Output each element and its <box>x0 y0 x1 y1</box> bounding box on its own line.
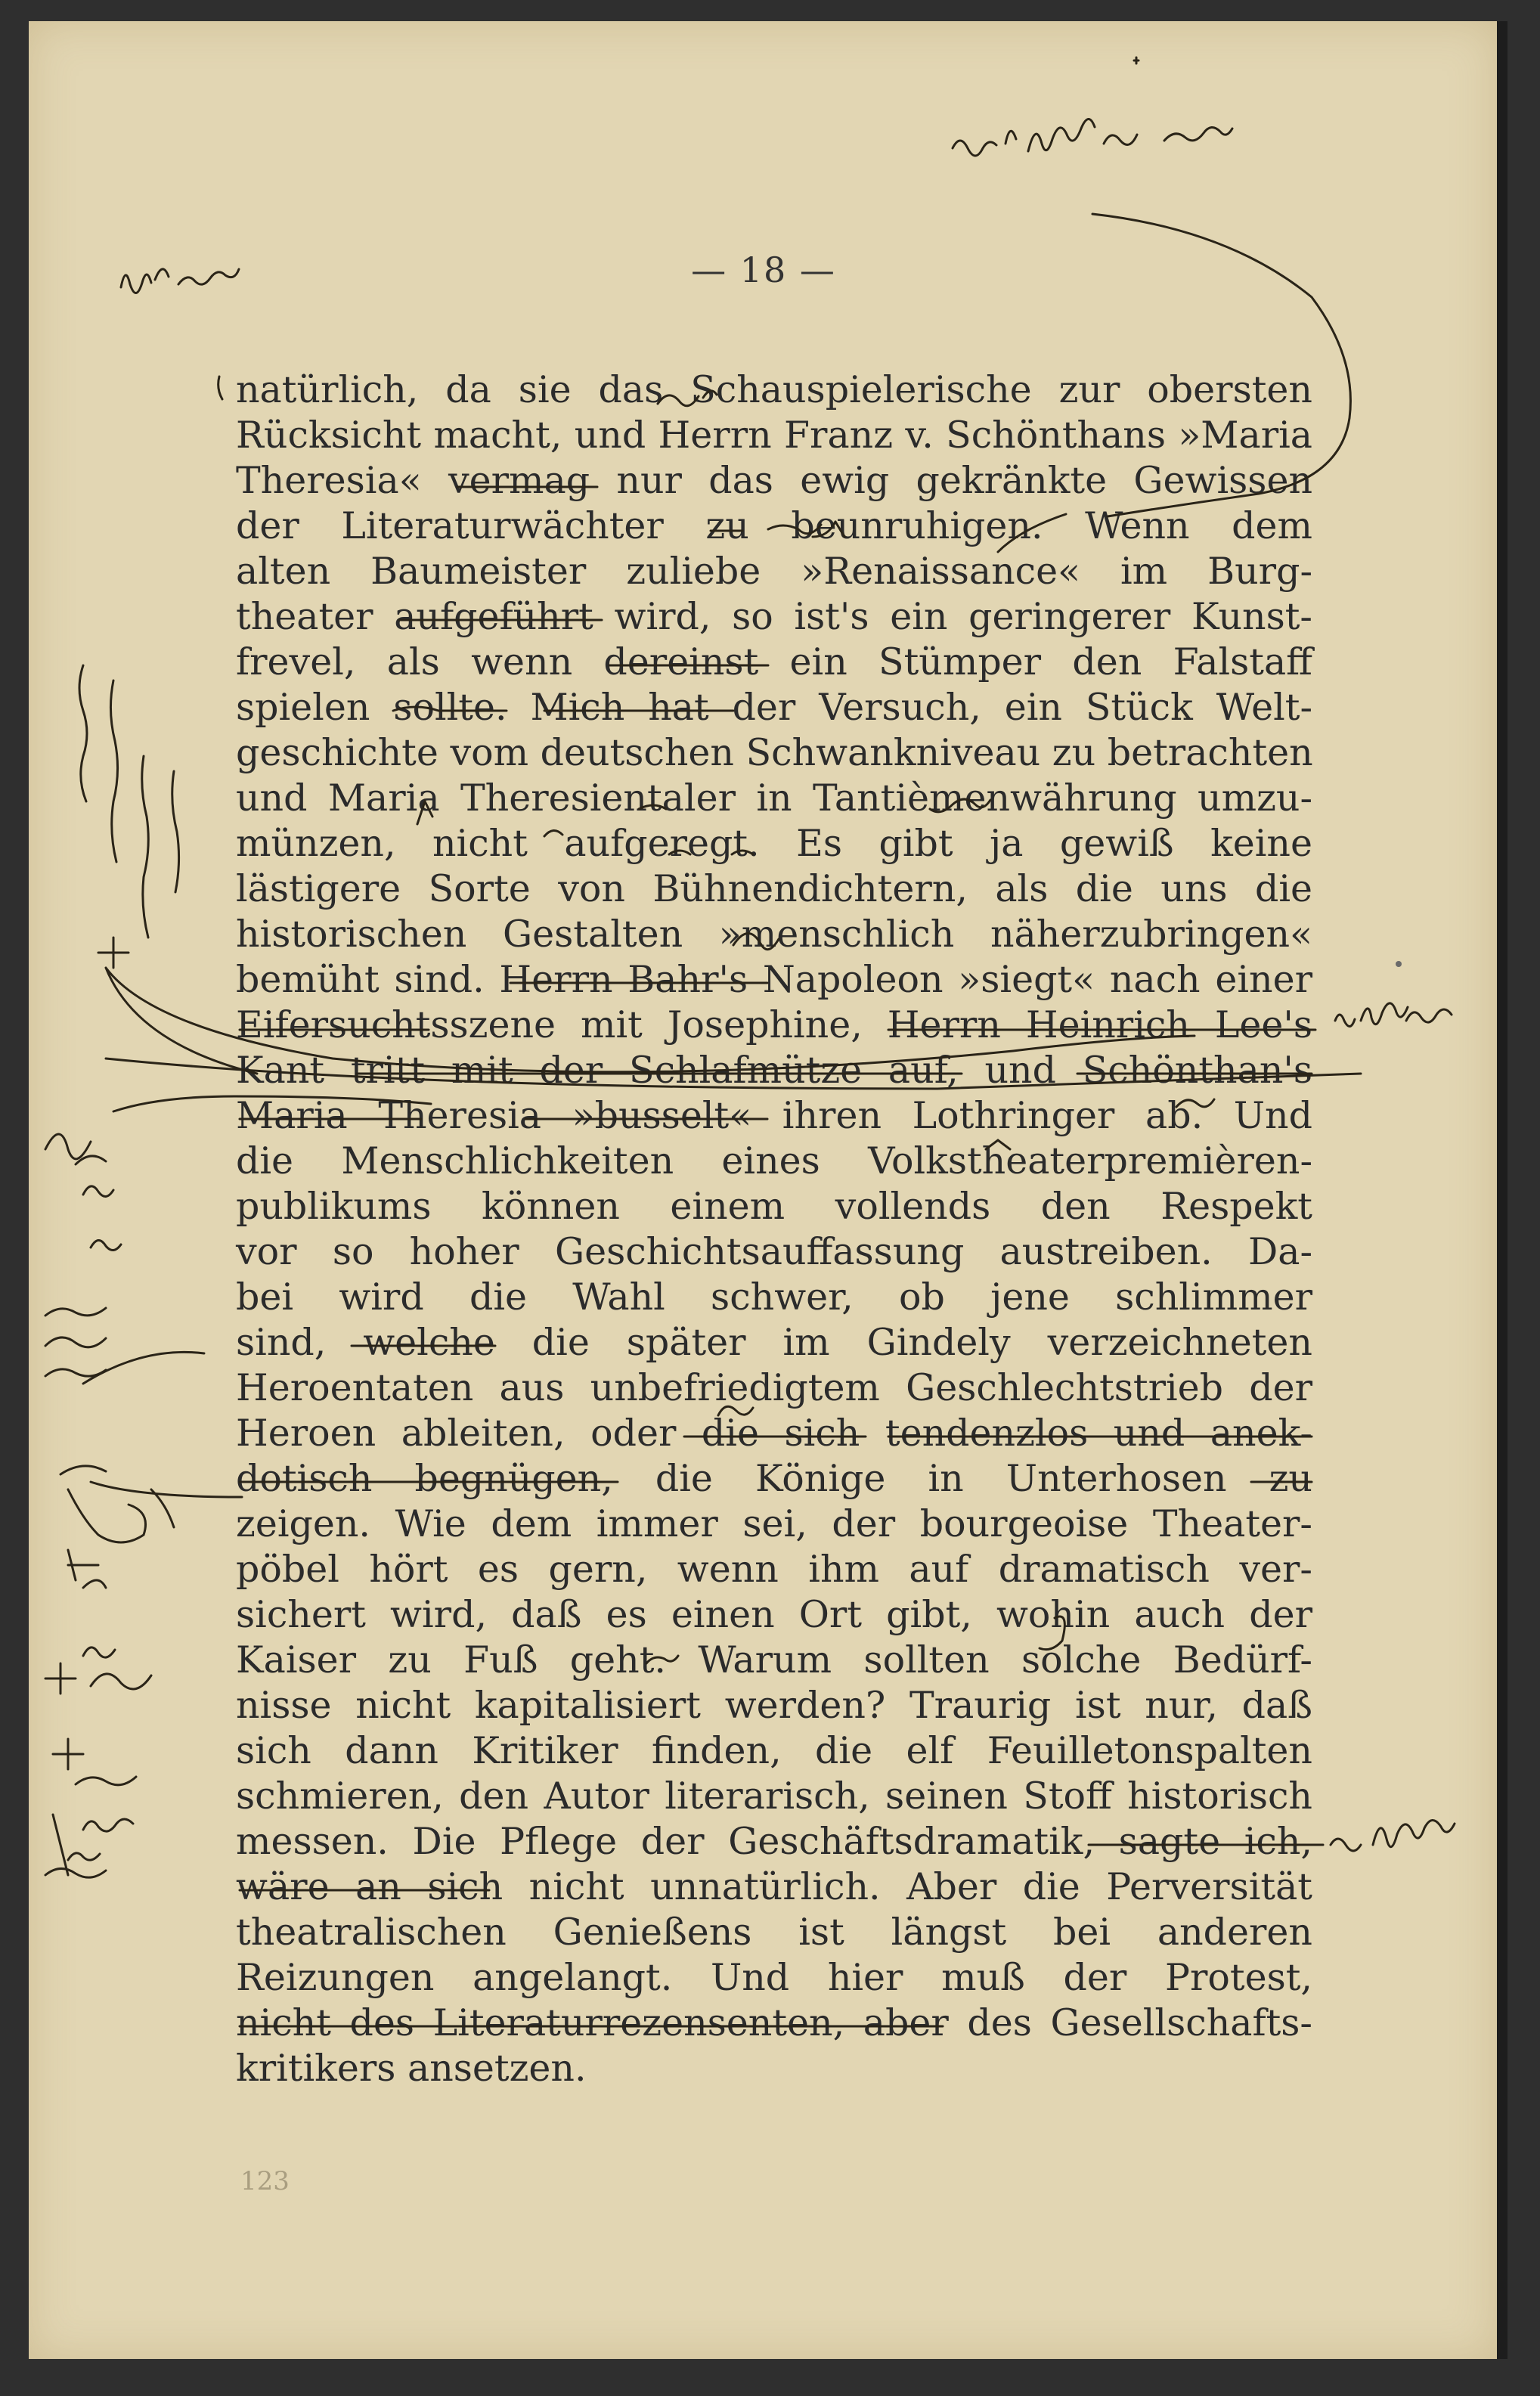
text-line: sichert wird, daß es einen Ort gibt, wohin auch der <box>236 1593 1312 1636</box>
text-line: Heroentaten aus unbefriedigtem Geschlechtstrieb der <box>236 1366 1312 1409</box>
text-line: natürlich, da sie das Schauspielerische zur obersten <box>236 368 1312 411</box>
text-line: alten Baumeister zuliebe »Renaissance« im Burg- <box>236 550 1312 593</box>
text-line: nicht des Literaturrezensenten, aber des Gesellschafts- <box>236 2001 1312 2044</box>
text-line: publikums können einem vollends den Respekt <box>236 1185 1312 1228</box>
text-line: Heroen ableiten, oder die sich tendenzlos und anek- <box>236 1412 1312 1455</box>
text-line: bei wird die Wahl schwer, ob jene schlimmer <box>236 1275 1312 1319</box>
text-line: kritikers ansetzen. <box>236 2047 587 2090</box>
text-line: Theresia« vermag nur das ewig gekränkte Gewissen <box>236 459 1312 502</box>
text-line: Eifersuchtsszene mit Josephine, Herrn Heinrich Lee's <box>236 1003 1312 1046</box>
text-line: dotisch begnügen, die Könige in Unterhosen zu <box>236 1457 1312 1500</box>
text-line: Rücksicht macht, und Herrn Franz v. Schönthans »Maria <box>236 414 1312 457</box>
text-line: zeigen. Wie dem immer sei, der bourgeoise Theater- <box>236 1502 1312 1545</box>
text-line: münzen, nicht aufgeregt. Es gibt ja gewiß keine <box>236 822 1312 865</box>
archive-mark: 123 <box>240 2166 290 2196</box>
text-line: vor so hoher Geschichtsauffassung austreiben. Da- <box>236 1230 1312 1273</box>
text-line: lästigere Sorte von Bühnendichtern, als die uns die <box>236 867 1312 910</box>
text-line: wäre an sich nicht unnatürlich. Aber die Perversität <box>236 1865 1312 1908</box>
text-line: bemüht sind. Herrn Bahr's Napoleon »siegt« nach einer <box>236 958 1312 1001</box>
page-number: — 18 — <box>691 250 836 290</box>
text-line: der Literaturwächter zu beunruhigen. Wenn dem <box>236 504 1312 547</box>
text-line: messen. Die Pflege der Geschäftsdramatik, sagte ich, <box>236 1820 1312 1863</box>
text-line: pöbel hört es gern, wenn ihm auf dramatisch ver- <box>236 1548 1312 1591</box>
text-line: theater aufgeführt wird, so ist's ein geringerer Kunst- <box>236 595 1312 638</box>
text-line: schmieren, den Autor literarisch, seinen Stoff historisch <box>236 1775 1312 1818</box>
text-line: theatralischen Genießens ist längst bei anderen <box>236 1911 1312 1954</box>
text-line: Kaiser zu Fuß geht. Warum sollten solche Bedürf- <box>236 1638 1312 1682</box>
body-text <box>236 367 1312 2091</box>
text-line: sind, welche die später im Gindely verzeichneten <box>236 1321 1312 1364</box>
text-line: die Menschlichkeiten eines Volkstheaterpremièren- <box>236 1139 1312 1183</box>
text-line: Kant tritt mit der Schlafmütze auf, und Schönthan's <box>236 1049 1312 1092</box>
text-line: nisse nicht kapitalisiert werden? Traurig ist nur, daß <box>236 1684 1312 1727</box>
text-line: und Maria Theresientaler in Tantièmenwährung umzu- <box>236 776 1312 820</box>
text-line: geschichte vom deutschen Schwankniveau zu betrachten <box>236 731 1313 774</box>
text-line: Reizungen angelangt. Und hier muß der Protest, <box>236 1956 1312 1999</box>
text-line: historischen Gestalten »menschlich näherzubringen« <box>236 913 1312 956</box>
text-line: frevel, als wenn dereinst ein Stümper den Falstaff <box>236 640 1312 683</box>
text-line: spielen sollte. Mich hat der Versuch, ein Stück Welt- <box>236 686 1312 729</box>
text-line: sich dann Kritiker finden, die elf Feuilletonspalten <box>236 1729 1312 1772</box>
text-line: Maria Theresia »busselt« ihren Lothringer ab. Und <box>236 1094 1312 1137</box>
